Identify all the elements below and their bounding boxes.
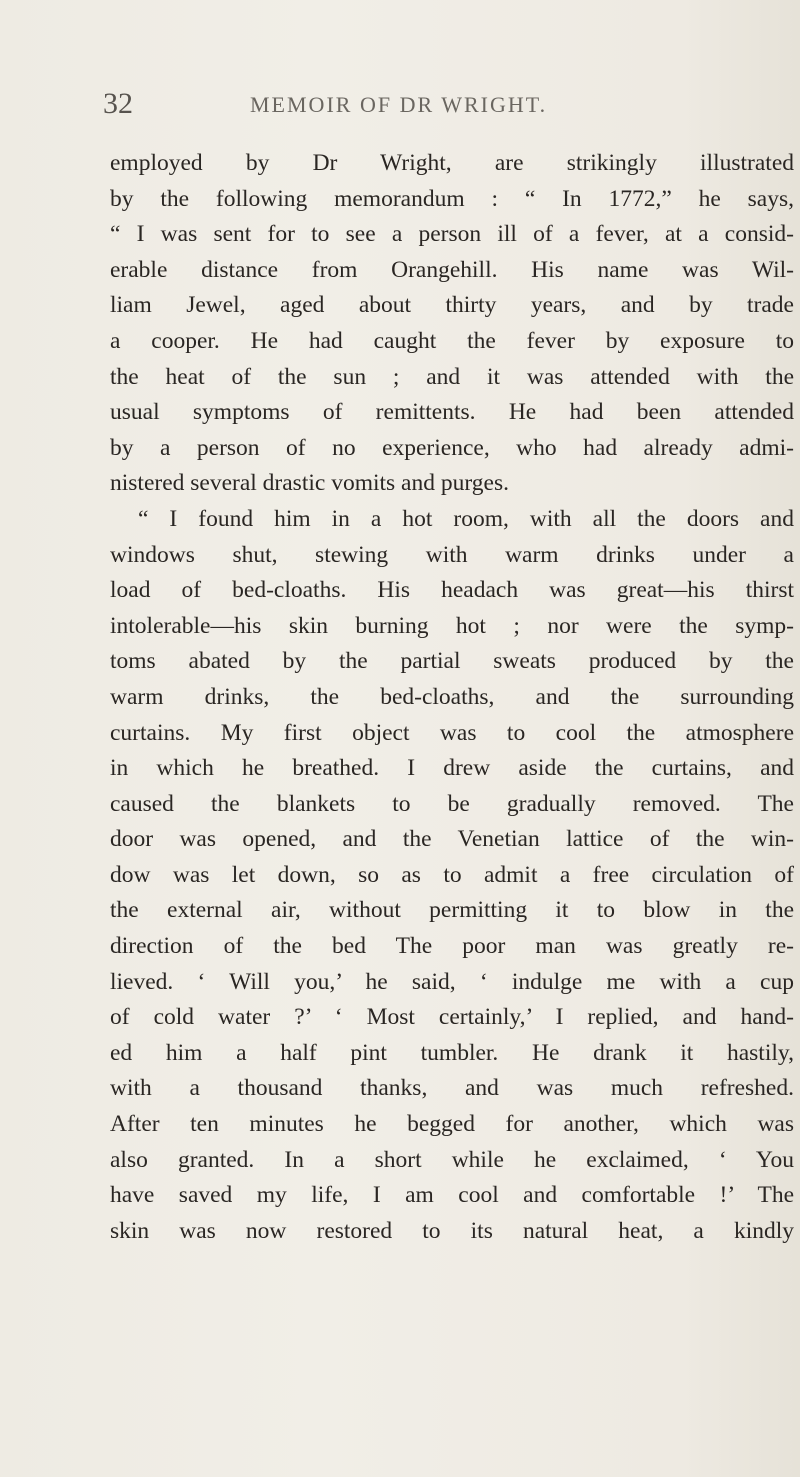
text-line: warm drinks, the bed-cloaths, and the surrounding xyxy=(110,683,794,710)
text-line: curtains. My first object was to cool the atmosphere xyxy=(110,719,794,746)
text-line: door was opened, and the Venetian lattice of the win- xyxy=(110,826,794,853)
text-line: by the following memorandum : “ In 1772,” he says, xyxy=(110,185,794,212)
text-line: toms abated by the partial sweats produced by the xyxy=(110,648,794,675)
text-line: After ten minutes he begged for another, which was xyxy=(110,1111,794,1138)
text-line: employed by Dr Wright, are strikingly illustrated xyxy=(110,150,794,176)
page-number: 32 xyxy=(103,87,133,120)
text-line: have saved my life, I am cool and comfortable !’ The xyxy=(110,1182,794,1209)
text-line: also granted. In a short while he exclaimed, ‘ You xyxy=(110,1146,794,1173)
text-line: of cold water ?’ ‘ Most certainly,’ I replied, and hand- xyxy=(110,1004,794,1031)
text-line: caused the blankets to be gradually removed. The xyxy=(110,790,794,817)
text-line: intolerable—his skin burning hot ; nor were the symp- xyxy=(110,612,794,639)
text-line: ed him a half pint tumbler. He drank it hastily, xyxy=(110,1039,794,1066)
text-line: the external air, without permitting it to blow in the xyxy=(110,897,794,924)
text-line: by a person of no experience, who had already admi- xyxy=(110,434,794,461)
page-header xyxy=(0,86,800,126)
text-line: load of bed-cloaths. His headach was great—his thirst xyxy=(110,577,794,604)
text-line: “ I was sent for to see a person ill of a fever, at a consid- xyxy=(110,221,794,248)
body-text xyxy=(110,146,794,1249)
text-line: skin was now restored to its natural heat, a kindly xyxy=(110,1217,794,1244)
text-line: “ I found him in a hot room, with all the doors and xyxy=(138,505,794,532)
text-line: usual symptoms of remittents. He had been attended xyxy=(110,399,794,426)
text-line: in which he breathed. I drew aside the curtains, and xyxy=(110,755,794,782)
text-line: a cooper. He had caught the fever by exposure to xyxy=(110,327,794,354)
text-line: windows shut, stewing with warm drinks under a xyxy=(110,541,794,568)
text-line: direction of the bed The poor man was greatly re- xyxy=(110,933,794,960)
text-line: the heat of the sun ; and it was attended with the xyxy=(110,363,794,390)
text-line: lieved. ‘ Will you,’ he said, ‘ indulge me with a cup xyxy=(110,968,794,995)
text-line: liam Jewel, aged about thirty years, and by trade xyxy=(110,292,794,319)
text-line: nistered several drastic vomits and purges. xyxy=(110,470,509,497)
text-line: with a thousand thanks, and was much refreshed. xyxy=(110,1075,794,1102)
running-head: MEMOIR OF DR WRIGHT. xyxy=(250,92,548,117)
text-line: dow was let down, so as to admit a free circulation of xyxy=(110,861,794,888)
text-line: erable distance from Orangehill. His name was Wil- xyxy=(110,256,794,283)
